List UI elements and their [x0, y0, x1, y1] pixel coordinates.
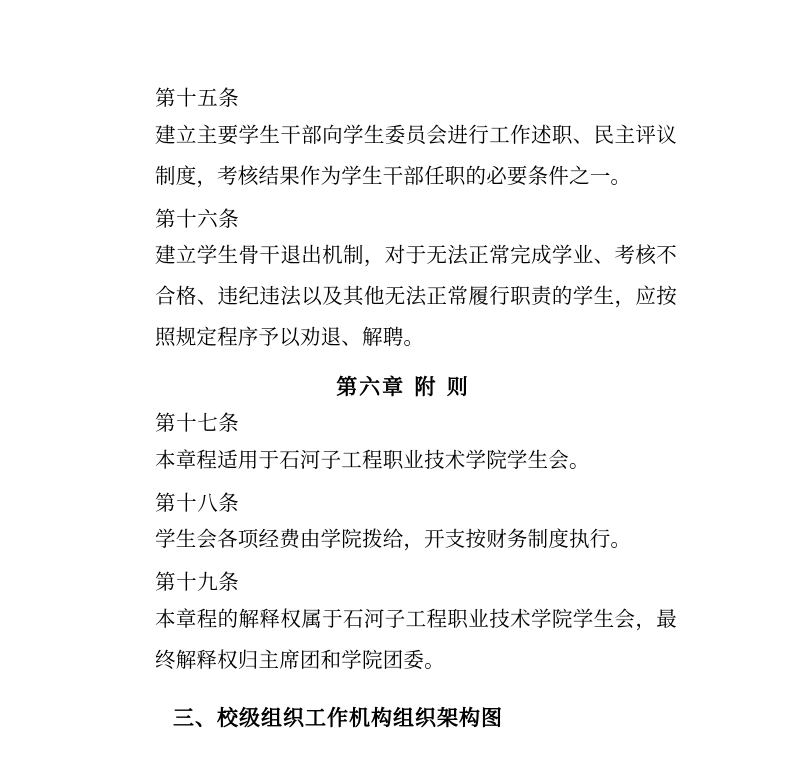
clause-heading-15: 第十五条 — [155, 86, 240, 110]
clause-block-18 — [155, 490, 677, 561]
clause-heading-19: 第十九条 — [155, 570, 240, 594]
clause-paragraph-15: 建立主要学生干部向学生委员会进行工作述职、民主评议制度，考核结果作为学生干部任职的必要条件之一。 — [155, 122, 677, 188]
clause-heading-16: 第十六条 — [155, 206, 240, 231]
clause-block-19 — [155, 572, 677, 681]
section-title-organization-chart: 三、校级组织工作机构组织架构图 — [173, 704, 503, 730]
chapter-title-6: 第六章 附 则 — [336, 374, 470, 399]
document-body — [155, 88, 677, 728]
clause-block-16 — [155, 206, 677, 359]
clause-paragraph-17: 本章程适用于石河子工程职业技术学院学生会。 — [155, 447, 590, 472]
clause-heading-18: 第十八条 — [155, 490, 240, 515]
clause-block-15 — [155, 88, 677, 197]
clause-block-17 — [155, 413, 677, 481]
clause-paragraph-16: 建立学生骨干退出机制，对于无法正常完成学业、考核不合格、违纪违法以及其他无法正常履行职责的学生，应按照规定程序予以劝退、解聘。 — [155, 243, 677, 349]
clause-paragraph-19: 本章程的解释权属于石河子工程职业技术学院学生会，最终解释权归主席团和学院团委。 — [155, 606, 677, 672]
clause-heading-17: 第十七条 — [155, 411, 240, 435]
clause-paragraph-18: 学生会各项经费由学院拨给，开支按财务制度执行。 — [155, 527, 632, 551]
